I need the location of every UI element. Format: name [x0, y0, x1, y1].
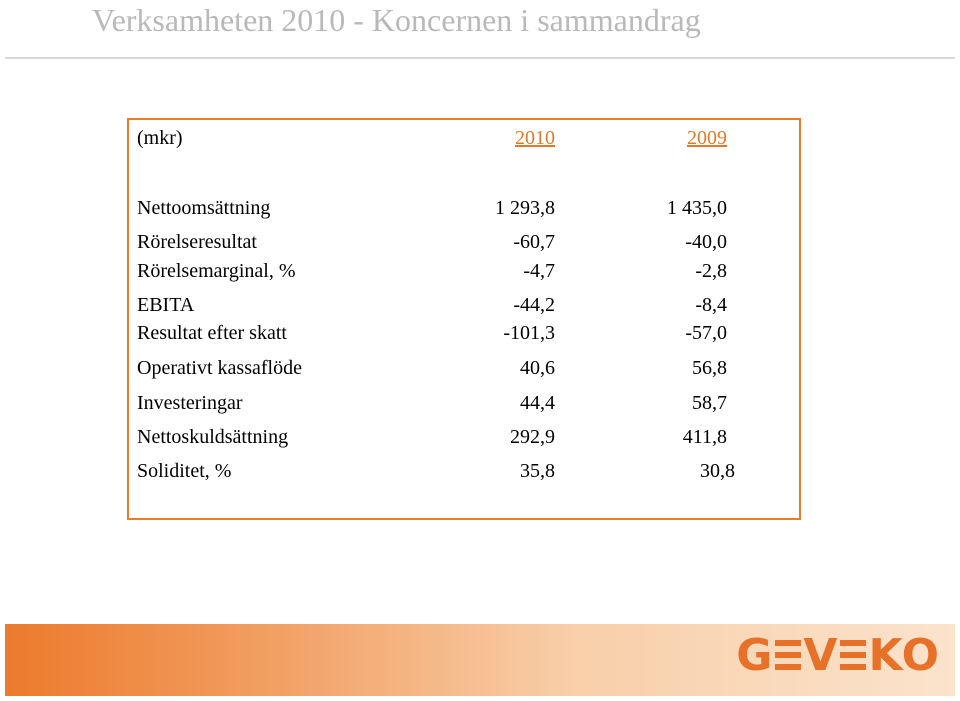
value-2009: -8,4: [695, 294, 727, 316]
value-2010: 40,6: [520, 357, 555, 379]
value-2010: 292,9: [510, 426, 555, 448]
value-2009: -2,8: [695, 260, 727, 282]
row-label: Nettoskuldsättning: [137, 426, 289, 448]
row-label: Resultat efter skatt: [137, 322, 287, 344]
geveko-logo: [736, 630, 940, 680]
table-row: [137, 259, 737, 283]
table-row: [137, 391, 737, 415]
row-label: Soliditet, %: [137, 460, 232, 482]
row-label: EBITA: [137, 294, 195, 316]
logo-text-v: V: [803, 629, 839, 681]
title-divider: [5, 57, 955, 59]
table-row: [137, 196, 737, 220]
row-label: Investeringar: [137, 392, 243, 414]
value-2010: 35,8: [520, 460, 555, 482]
logo-text-g: G: [736, 629, 774, 681]
value-2010: -101,3: [503, 322, 555, 344]
value-2009: 411,8: [682, 426, 727, 448]
value-2010: 44,4: [520, 392, 555, 414]
logo-stylized-e-icon: [840, 639, 866, 671]
value-2009: 1 435,0: [667, 197, 727, 219]
value-2010: -4,7: [523, 260, 555, 282]
logo-text-ko: KO: [868, 629, 940, 681]
value-2009: -57,0: [685, 322, 727, 344]
table-row: [137, 230, 737, 254]
row-label: Operativt kassaflöde: [137, 357, 302, 379]
table-row: [137, 321, 737, 345]
table-header-row: [137, 126, 737, 150]
row-label: Rörelseresultat: [137, 231, 257, 253]
value-2010: -44,2: [513, 294, 555, 316]
row-label: Rörelsemarginal, %: [137, 260, 296, 282]
value-2010: 1 293,8: [495, 197, 555, 219]
row-label: Nettoomsättning: [137, 197, 271, 219]
table-row: [137, 459, 737, 483]
table-row: [137, 425, 737, 449]
value-2009: 30,8: [700, 460, 735, 482]
value-2009: -40,0: [685, 231, 727, 253]
value-2009: 56,8: [692, 357, 727, 379]
column-header-2010: 2010: [515, 127, 555, 149]
page-title: Verksamheten 2010 - Koncernen i sammandrag: [92, 2, 701, 38]
table-row: [137, 356, 737, 380]
unit-label: (mkr): [137, 127, 183, 149]
column-header-2009: 2009: [687, 127, 727, 149]
table-row: [137, 293, 737, 317]
value-2010: -60,7: [513, 231, 555, 253]
logo-stylized-e-icon: [775, 639, 801, 671]
value-2009: 58,7: [692, 392, 727, 414]
